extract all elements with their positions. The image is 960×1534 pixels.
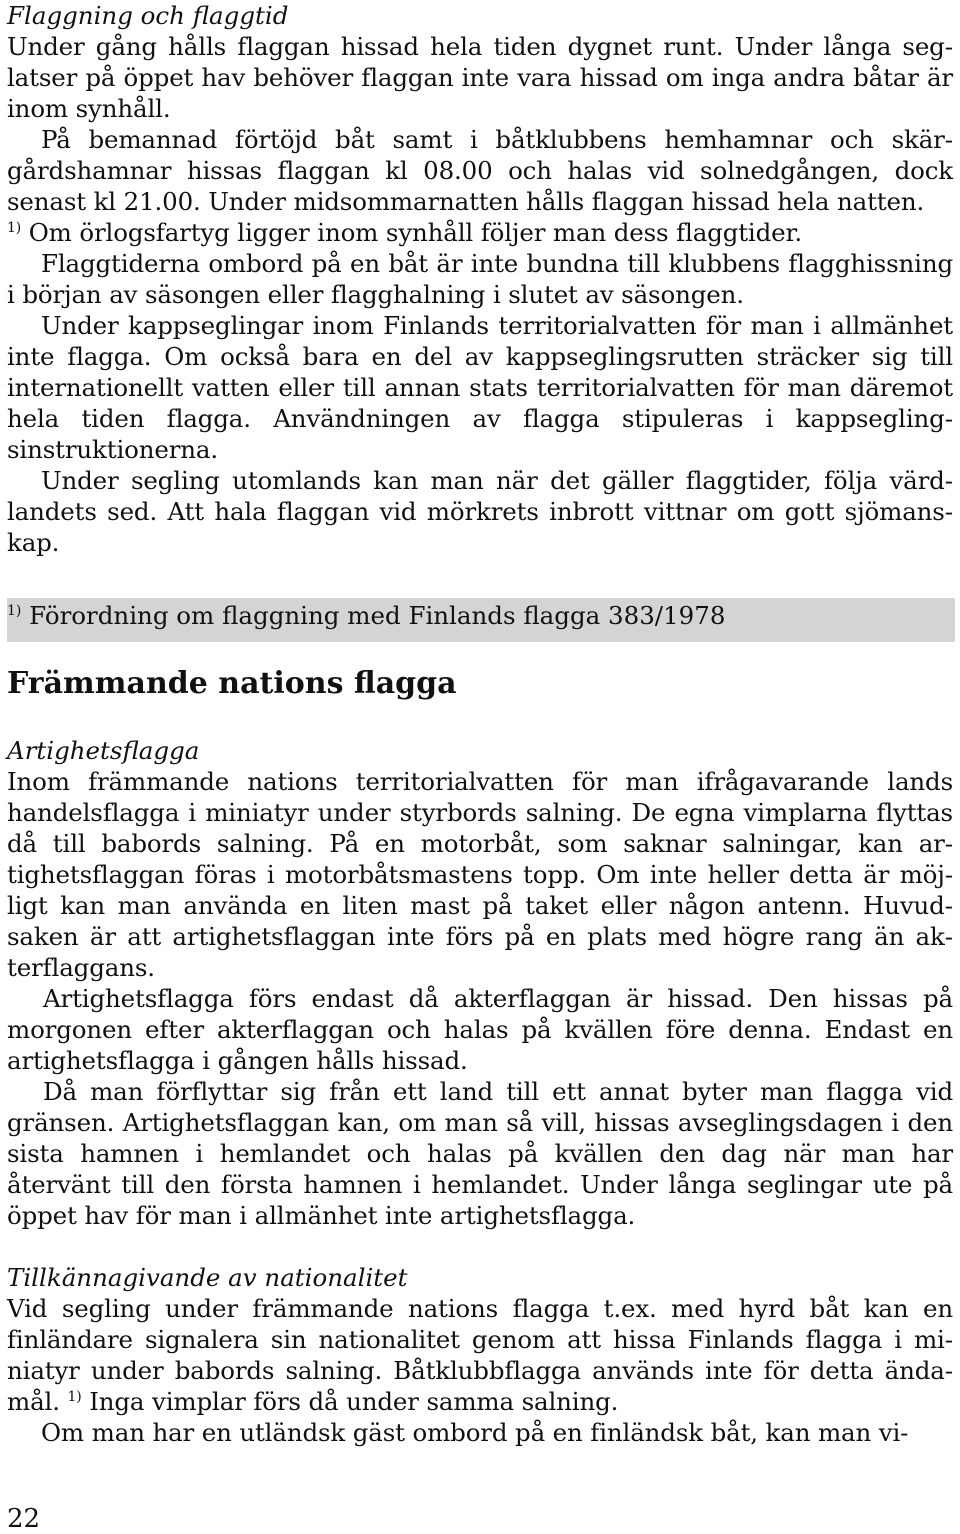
paragraph: På bemannad förtöjd båt samt i båtklubbens hemhamnar och skärgårdshamnar hissas flaggan kl 08.00 och halas vid solnedgången, dock senast kl 21.00. Under midsommarnatten hålls flaggan hissad hela natten. xyxy=(7,125,953,216)
subheading-artighetsflagga: Artighetsflagga xyxy=(7,736,200,765)
paragraph: Artighetsflagga förs endast då akterflaggan är hissad. Den hissas på morgonen efter akterflaggan och halas på kvällen före denna. Endast en artighetsflagga i gången hålls hissad. xyxy=(7,984,953,1075)
section-nationalitet xyxy=(7,1262,953,1448)
section-heading-flaggning: Flaggning och flaggtid xyxy=(7,1,289,30)
subheading-nationalitet: Tillkännagivande av nationalitet xyxy=(7,1263,408,1292)
section-artighetsflagga xyxy=(7,735,953,1231)
section-title: Främmande nations flagga xyxy=(7,666,457,701)
paragraph-text: Vid segling under främmande nations flagga t.ex. med hyrd båt kan en finländare signalera sin nationalitet genom att hissa Finlands flagga i miniatyr under babords salning. Båtklubbflagga används inte för detta ändamål. xyxy=(7,1294,953,1416)
footnote-marker: 1) xyxy=(7,603,22,619)
paragraph-footnote-ref xyxy=(7,217,953,248)
paragraph: Flaggtiderna ombord på en båt är inte bundna till klubbens flagghissning i början av säsongen eller flagghalning i slutet av säsongen. xyxy=(7,249,953,309)
paragraph: Inom främmande nations territorialvatten för man ifrågavarande lands handelsflagga i miniatyr under styrbords salning. De egna vimplarna flyttas då till babords salning. På en motorbåt, som saknar salningar, kan artighetsflaggan föras i motorbåtsmastens topp. Om inte heller detta är möjligt kan man använda en liten mast på taket eller någon antenn. Huvudsaken är att artighetsflaggan inte förs på en plats med högre rang än akterflaggans. xyxy=(7,767,953,982)
paragraph-text: Om örlogsfartyg ligger inom synhåll följer man dess flaggtider. xyxy=(21,218,802,247)
paragraph: Under kappseglingar inom Finlands territorialvatten för man i allmänhet inte flagga. Om också bara en del av kappseglingsrutten sträcker sig till internationellt vatten eller till annan stats territorialvatten för man däremot hela tiden flagga. Användningen av flagga stipuleras i kappseglingsinstruktionerna. xyxy=(7,311,953,464)
footnote-text: Förordning om flaggning med Finlands flagga 383/1978 xyxy=(21,601,726,630)
footnote xyxy=(7,600,725,631)
paragraph: Under gång hålls flaggan hissad hela tiden dygnet runt. Under långa seglatser på öppet hav behöver flaggan inte vara hissad om inga andra båtar är inom synhåll. xyxy=(7,32,953,123)
paragraph-footnote-ref xyxy=(7,1293,953,1417)
section-flaggning xyxy=(7,0,953,558)
page-number: 22 xyxy=(7,1504,41,1534)
paragraph: Om man har en utländsk gäst ombord på en finländsk båt, kan man vi- xyxy=(41,1418,909,1447)
paragraph-text: Inga vimplar förs då under samma salning. xyxy=(81,1387,619,1416)
footnote-marker: 1) xyxy=(7,220,22,236)
paragraph: Då man förflyttar sig från ett land till ett annat byter man flagga vid gränsen. Artighetsflaggan kan, om man så vill, hissas avseglingsdagen i den sista hamnen i hemlandet och halas på kvällen den dag när man har återvänt till den första hamnen i hemlandet. Under långa seglingar ute på öppet hav för man i allmänhet inte artighetsflagga. xyxy=(7,1077,953,1230)
paragraph: Under segling utomlands kan man när det gäller flaggtider, följa värdlandets sed. Att hala flaggan vid mörkrets inbrott vittnar om gott sjömanskap. xyxy=(7,466,953,557)
footnote-marker: 1) xyxy=(67,1389,82,1405)
